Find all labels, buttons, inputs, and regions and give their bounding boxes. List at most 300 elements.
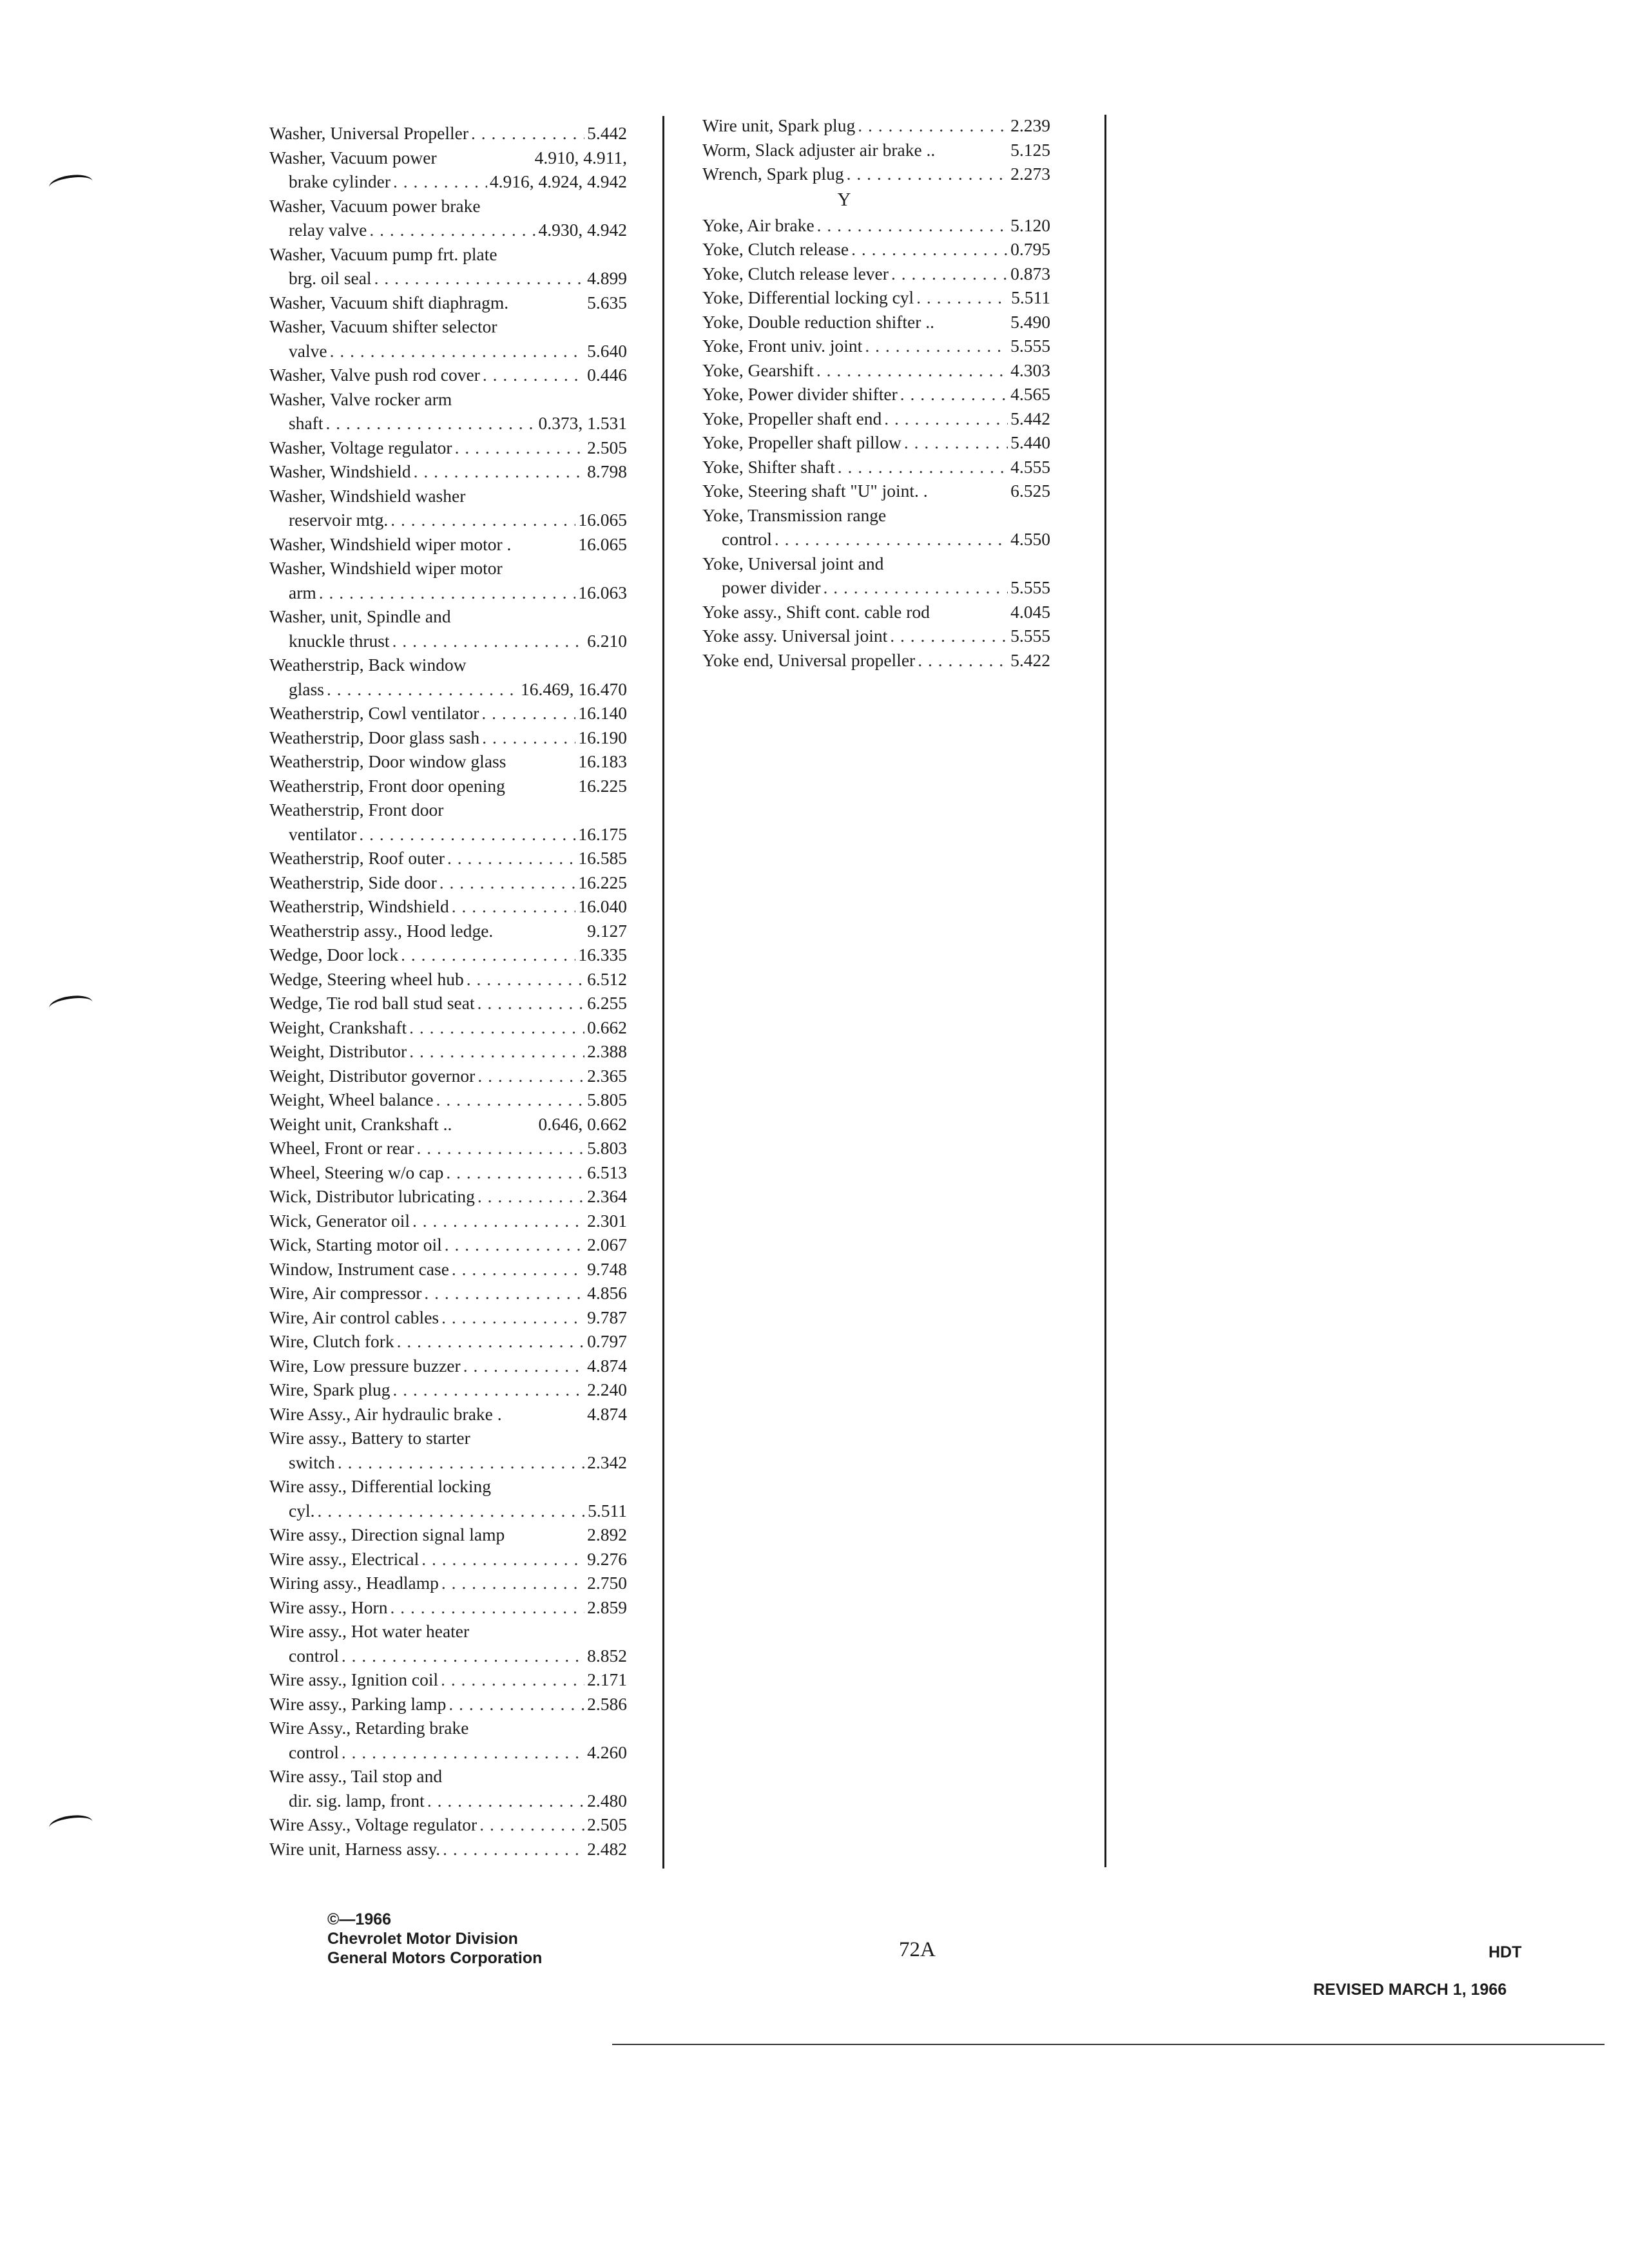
index-entry-continuation (269, 1499, 627, 1523)
index-page-ref: 16.063 (578, 582, 627, 602)
index-entry (269, 1619, 627, 1667)
dot-leader (397, 1329, 584, 1354)
index-entry-line (269, 1354, 627, 1378)
index-page-ref: 6.513 (587, 1162, 627, 1182)
index-entry (269, 749, 627, 774)
index-entry-text: Wire assy., Electrical (269, 1548, 419, 1569)
index-entry-line (269, 1160, 627, 1185)
index-entry-text: control (722, 529, 772, 549)
index-entry-text: Wire Assy., Air hydraulic brake . (269, 1403, 502, 1424)
index-entry (702, 503, 1050, 552)
index-entry (269, 1112, 627, 1137)
revision-date: REVISED MARCH 1, 1966 (1313, 1981, 1507, 1999)
index-entry-line (269, 314, 627, 339)
index-page-ref: 5.635 (587, 292, 627, 312)
index-entry-line (269, 1547, 627, 1571)
index-entry-text: Yoke, Universal joint and (702, 553, 884, 573)
index-entry-line (269, 991, 627, 1015)
column-rule-right (1104, 115, 1106, 1867)
index-entry-text: Wick, Generator oil (269, 1210, 410, 1231)
index-entry-line (269, 1571, 627, 1595)
index-entry (702, 600, 1050, 624)
dot-leader (409, 1015, 584, 1040)
dot-leader (342, 1740, 584, 1765)
index-entry-text: Yoke, Steering shaft "U" joint. . (702, 481, 928, 501)
index-entry (269, 1281, 627, 1305)
dot-leader (452, 894, 576, 919)
index-entry (269, 991, 627, 1015)
index-page-ref: 16.140 (578, 703, 627, 723)
index-entry (269, 1812, 627, 1837)
index-entry-line (269, 894, 627, 919)
index-entry (269, 1184, 627, 1209)
index-page-ref: 16.183 (578, 751, 627, 771)
index-entry (269, 967, 627, 992)
index-entry (702, 430, 1050, 455)
index-entry-text: Wrench, Spark plug (702, 164, 844, 184)
index-group-w-continued (702, 113, 1050, 186)
index-column-right (702, 113, 1050, 672)
index-page-ref: 4.856 (587, 1283, 627, 1303)
index-entry-text: ventilator (289, 823, 357, 844)
index-page-ref: 9.127 (587, 920, 627, 941)
index-entry-line (702, 113, 1050, 138)
index-entry-line (269, 194, 627, 218)
index-page-ref: 2.239 (1010, 115, 1050, 135)
index-entry-text: Weatherstrip, Front door (269, 800, 444, 820)
index-entry (702, 479, 1050, 503)
index-entry (702, 382, 1050, 407)
index-page-ref: 0.873 (1010, 263, 1050, 284)
index-entry-text: Wire unit, Spark plug (702, 115, 856, 135)
dot-leader (414, 459, 585, 484)
index-entry-text: Wire assy., Parking lamp (269, 1693, 447, 1714)
dot-leader (317, 1499, 585, 1523)
binder-hole-mark (48, 993, 93, 1017)
index-entry-text: Wick, Distributor lubricating (269, 1186, 475, 1206)
index-page-ref: 5.442 (587, 123, 627, 143)
index-entry-text: Window, Instrument case (269, 1258, 449, 1279)
index-page-ref: 2.301 (587, 1210, 627, 1231)
index-page-ref: 16.225 (578, 775, 627, 796)
index-entry-text: control (289, 1742, 339, 1762)
index-entry-line (702, 600, 1050, 624)
index-entry-continuation (269, 339, 627, 363)
index-entry-text: Washer, unit, Spindle and (269, 606, 451, 626)
index-entry-continuation (269, 822, 627, 847)
dot-leader (424, 1281, 584, 1305)
index-page-ref: 4.303 (1010, 360, 1050, 380)
index-entry-line (269, 798, 627, 822)
index-entry-line (269, 459, 627, 484)
index-entry-line (269, 1257, 627, 1282)
index-page-ref: 2.505 (587, 437, 627, 457)
index-entry-text: Yoke, Front univ. joint (702, 336, 863, 356)
index-entry-text: Weatherstrip, Cowl ventilator (269, 703, 479, 723)
index-entry-text: Washer, Vacuum pump frt. plate (269, 244, 497, 264)
index-entry-line (269, 701, 627, 726)
index-entry-text: Wire assy., Differential locking (269, 1476, 492, 1496)
index-entry-continuation (269, 218, 627, 242)
index-entry-text: Wedge, Tie rod ball stud seat (269, 993, 475, 1013)
index-entry-line (269, 870, 627, 895)
index-entry-text: shaft (289, 413, 323, 433)
dot-leader (884, 407, 1008, 431)
index-entry-line (269, 1184, 627, 1209)
index-entry-continuation (269, 581, 627, 605)
dot-leader (401, 943, 575, 967)
index-entry-text: Washer, Vacuum power brake (269, 195, 481, 216)
index-entry-text: switch (289, 1452, 335, 1472)
index-entry-text: Weatherstrip, Door window glass (269, 751, 506, 771)
index-entry-line (269, 749, 627, 774)
index-page-ref: 2.480 (587, 1790, 627, 1811)
index-entry (269, 1667, 627, 1692)
footer-rule (612, 2044, 1605, 2045)
index-entry (269, 1209, 627, 1233)
dot-leader (441, 1305, 584, 1330)
copyright-block (327, 1910, 542, 1968)
index-page-ref: 8.852 (587, 1645, 627, 1666)
dot-leader (452, 1257, 584, 1282)
copyright-year: ©—1966 (327, 1910, 392, 1928)
index-entry-line (269, 1378, 627, 1402)
index-entry (269, 1571, 627, 1595)
index-entry-line (702, 648, 1050, 673)
index-page-ref: 5.555 (1010, 577, 1050, 597)
index-page-ref: 4.916, 4.924, 4.942 (489, 171, 627, 191)
index-entry (269, 146, 627, 194)
index-entry (269, 1474, 627, 1523)
dot-leader (477, 1064, 584, 1088)
index-entry-text: Wire, Low pressure buzzer (269, 1355, 461, 1376)
index-page-ref: 2.273 (1010, 164, 1050, 184)
index-entry (269, 894, 627, 919)
dot-leader (824, 575, 1008, 600)
index-entry-text: Wire assy., Ignition coil (269, 1669, 439, 1689)
dot-leader (393, 1378, 585, 1402)
index-entry (269, 194, 627, 242)
index-entry-text: dir. sig. lamp, front (289, 1790, 425, 1811)
index-entry-line (269, 1595, 627, 1620)
index-page-ref: 4.899 (587, 268, 627, 288)
index-entry-text: Washer, Windshield wiper motor . (269, 533, 512, 554)
index-entry (269, 1837, 627, 1861)
dot-leader (916, 285, 1008, 310)
index-entry-line (269, 1402, 627, 1427)
index-entry-text: Wheel, Steering w/o cap (269, 1162, 444, 1182)
index-page-ref: 16.065 (578, 510, 627, 530)
index-entry (269, 653, 627, 701)
index-entry-text: Yoke, Gearshift (702, 360, 814, 380)
index-page-ref: 0.373, 1.531 (538, 413, 627, 433)
index-page-ref: 4.930, 4.942 (538, 220, 627, 240)
index-entry-text: Washer, Valve rocker arm (269, 389, 452, 409)
index-entry-line (269, 1088, 627, 1112)
index-entry-text: Yoke, Air brake (702, 215, 815, 235)
index-entry (269, 1088, 627, 1112)
index-page-ref: 5.805 (587, 1090, 627, 1110)
index-page-ref: 8.798 (587, 461, 627, 481)
index-entry (702, 113, 1050, 138)
index-entry-text: Weatherstrip, Door glass sash (269, 727, 480, 747)
index-entry-line (702, 382, 1050, 407)
index-entry-line (702, 213, 1050, 238)
index-entry-continuation (269, 508, 627, 532)
index-entry (269, 1764, 627, 1812)
index-entry-line (702, 455, 1050, 479)
index-page-ref: 4.555 (1010, 456, 1050, 477)
index-entry-line (269, 919, 627, 943)
index-entry-line (269, 1209, 627, 1233)
dot-leader (319, 581, 576, 605)
index-entry-line (269, 121, 627, 146)
index-entry-line (269, 1064, 627, 1088)
index-page-ref: 5.442 (1010, 408, 1050, 428)
dot-leader (390, 1595, 584, 1620)
index-entry (269, 387, 627, 436)
dot-leader (481, 701, 575, 726)
index-entry-text: Wire, Air compressor (269, 1283, 422, 1303)
index-entry-line (269, 1426, 627, 1450)
index-page-ref: 16.585 (578, 848, 627, 868)
index-entry-text: arm (289, 582, 316, 602)
index-column-left (269, 121, 627, 1861)
index-page-ref: 16.175 (578, 823, 627, 844)
index-entry (269, 1257, 627, 1282)
index-entry (269, 1692, 627, 1716)
index-entry (269, 798, 627, 846)
dot-leader (359, 822, 575, 847)
index-entry-line (702, 334, 1050, 358)
dot-leader (858, 113, 1008, 138)
dot-leader (775, 527, 1008, 552)
index-page-ref: 16.335 (578, 945, 627, 965)
dot-leader (374, 266, 585, 291)
index-entry-line (269, 774, 627, 798)
index-entry-text: Weight unit, Crankshaft .. (269, 1113, 452, 1134)
index-entry-text: Yoke, Clutch release lever (702, 263, 889, 284)
dot-leader (482, 726, 575, 750)
index-entry-line (702, 310, 1050, 334)
index-page-ref: 5.555 (1010, 626, 1050, 646)
dot-leader (393, 169, 487, 194)
dot-leader (327, 677, 518, 702)
index-page-ref: 2.482 (587, 1838, 627, 1859)
index-entry-text: Washer, Voltage regulator (269, 437, 452, 457)
index-entry-text: Yoke, Double reduction shifter .. (702, 311, 934, 332)
index-entry-text: Yoke, Differential locking cyl (702, 287, 914, 307)
index-entry-line (269, 291, 627, 315)
index-entry-text: cyl. (289, 1500, 315, 1521)
index-entry (702, 358, 1050, 383)
index-entry (269, 1305, 627, 1330)
index-entry-text: Washer, Vacuum shift diaphragm. (269, 292, 509, 312)
index-page-ref: 5.490 (1010, 311, 1050, 332)
index-entry-line (702, 237, 1050, 262)
index-entry-text: relay valve (289, 220, 367, 240)
index-page-ref: 2.365 (587, 1065, 627, 1086)
index-entry-line (269, 484, 627, 508)
dot-leader (441, 1667, 584, 1692)
index-entry-text: Wire, Air control cables (269, 1307, 439, 1327)
index-entry-text: Yoke, Clutch release (702, 239, 849, 259)
index-entry-text: Yoke end, Universal propeller (702, 649, 916, 670)
index-entry (269, 1378, 627, 1402)
index-entry-line (269, 1474, 627, 1499)
index-entry-line (269, 726, 627, 750)
index-entry-line (269, 653, 627, 677)
index-entry (269, 774, 627, 798)
index-entry-line (269, 846, 627, 870)
index-entry (269, 604, 627, 653)
index-entry-text: Wick, Starting motor oil (269, 1235, 442, 1254)
column-rule-left (662, 116, 664, 1869)
dot-leader (445, 1233, 584, 1257)
index-entry-line (269, 1619, 627, 1644)
index-entry-text: Wire Assy., Retarding brake (269, 1718, 469, 1738)
index-entry (702, 285, 1050, 310)
index-entry-text: Wire assy., Battery to starter (269, 1428, 470, 1448)
index-page-ref: 0.795 (1010, 239, 1050, 259)
index-page-ref: 4.550 (1010, 529, 1050, 549)
index-entry-continuation (269, 411, 627, 436)
index-entry-line (269, 943, 627, 967)
index-entry (702, 552, 1050, 600)
dot-leader (441, 1571, 584, 1595)
index-entry-text: knuckle thrust (289, 630, 390, 651)
dot-leader (446, 1160, 584, 1185)
index-entry-line (702, 430, 1050, 455)
index-entry-continuation (269, 1789, 627, 1813)
index-entry-line (269, 1812, 627, 1837)
index-entry (269, 726, 627, 750)
index-entry (269, 1015, 627, 1040)
dot-leader (483, 363, 584, 387)
index-entry-text: Yoke, Power divider shifter (702, 384, 898, 404)
dot-leader (838, 455, 1008, 479)
index-page-ref: 5.440 (1010, 432, 1050, 452)
index-entry (269, 1160, 627, 1185)
index-entry-line (269, 1692, 627, 1716)
index-page-ref: 0.446 (587, 365, 627, 385)
index-entry (702, 262, 1050, 286)
index-page-ref: 4.910, 4.911, (534, 147, 627, 168)
index-entry-text: Washer, Windshield wiper motor (269, 558, 503, 578)
dot-leader (409, 1039, 584, 1064)
index-page-ref: 6.525 (1010, 481, 1050, 501)
index-entry (702, 213, 1050, 238)
dot-leader (455, 436, 585, 460)
index-entry-line (702, 358, 1050, 383)
index-entry (269, 291, 627, 315)
index-page-ref: 2.892 (587, 1524, 627, 1544)
index-entry-line (702, 407, 1050, 431)
index-page-ref: 2.750 (587, 1573, 627, 1593)
dot-leader (463, 1354, 584, 1378)
index-entry (269, 1402, 627, 1427)
index-page-ref: 2.586 (587, 1693, 627, 1714)
index-page-ref: 9.787 (587, 1307, 627, 1327)
index-entry-text: Yoke, Shifter shaft (702, 456, 835, 477)
document-code: HDT (1489, 1943, 1522, 1961)
dot-leader (439, 870, 576, 895)
index-entry (269, 121, 627, 146)
index-entry (269, 1595, 627, 1620)
index-entry-text: Yoke, Transmission range (702, 505, 887, 525)
dot-leader (847, 162, 1008, 186)
index-entry-text: Weatherstrip assy., Hood ledge. (269, 920, 494, 941)
index-entry (269, 1426, 627, 1474)
index-page-ref: 5.640 (587, 340, 627, 361)
index-page-ref: 5.511 (588, 1500, 627, 1521)
index-entry-line (702, 552, 1050, 576)
index-entry-continuation (269, 677, 627, 702)
index-entry-line (702, 479, 1050, 503)
section-heading-y: Y (837, 189, 851, 210)
index-entry (269, 363, 627, 387)
index-entry-continuation (702, 527, 1050, 552)
index-entry-line (269, 436, 627, 460)
index-page-ref: 16.225 (578, 872, 627, 892)
index-entry-line (269, 1305, 627, 1330)
index-page-ref: 5.803 (587, 1138, 627, 1158)
index-page-ref: 2.388 (587, 1041, 627, 1061)
index-entry (269, 1354, 627, 1378)
index-entry (269, 701, 627, 726)
index-entry-text: Weight, Distributor governor (269, 1065, 476, 1086)
index-entry-line (269, 556, 627, 581)
index-entry-text: Yoke assy. Universal joint (702, 626, 888, 646)
index-entry-line (269, 242, 627, 267)
index-entry-line (702, 138, 1050, 162)
index-page-ref: 16.040 (578, 896, 627, 916)
index-entry-text: reservoir mtg. (289, 510, 389, 530)
index-entry (702, 310, 1050, 334)
dot-leader (330, 339, 585, 363)
index-entry (702, 334, 1050, 358)
index-entry-line (269, 604, 627, 629)
index-entry-text: Weatherstrip, Back window (269, 655, 467, 675)
index-entry (702, 455, 1050, 479)
index-entry-text: Washer, Universal Propeller (269, 123, 469, 143)
index-page-ref: 2.859 (587, 1597, 627, 1617)
index-entry-continuation (269, 1450, 627, 1475)
index-page-ref: 4.260 (587, 1742, 627, 1762)
dot-leader (471, 121, 584, 146)
index-entry (702, 138, 1050, 162)
index-entry-text: Weatherstrip, Front door opening (269, 775, 505, 796)
index-page-ref: 5.422 (1010, 649, 1050, 670)
index-page-ref: 4.874 (587, 1403, 627, 1424)
index-page-ref: 6.512 (587, 968, 627, 989)
index-page-ref: 6.255 (587, 993, 627, 1013)
index-entry-line (702, 262, 1050, 286)
dot-leader (342, 1644, 584, 1668)
index-entry (702, 624, 1050, 648)
index-entry-text: control (289, 1645, 339, 1666)
index-entry (702, 648, 1050, 673)
index-entry-line (269, 1764, 627, 1789)
index-entry (269, 1547, 627, 1571)
index-entry (269, 1716, 627, 1764)
index-entry-text: Weight, Distributor (269, 1041, 407, 1061)
index-entry-text: glass (289, 678, 324, 699)
index-entry (269, 1136, 627, 1160)
index-entry-continuation (269, 629, 627, 653)
index-page-ref: 4.045 (1010, 601, 1050, 622)
dot-leader (918, 648, 1008, 673)
